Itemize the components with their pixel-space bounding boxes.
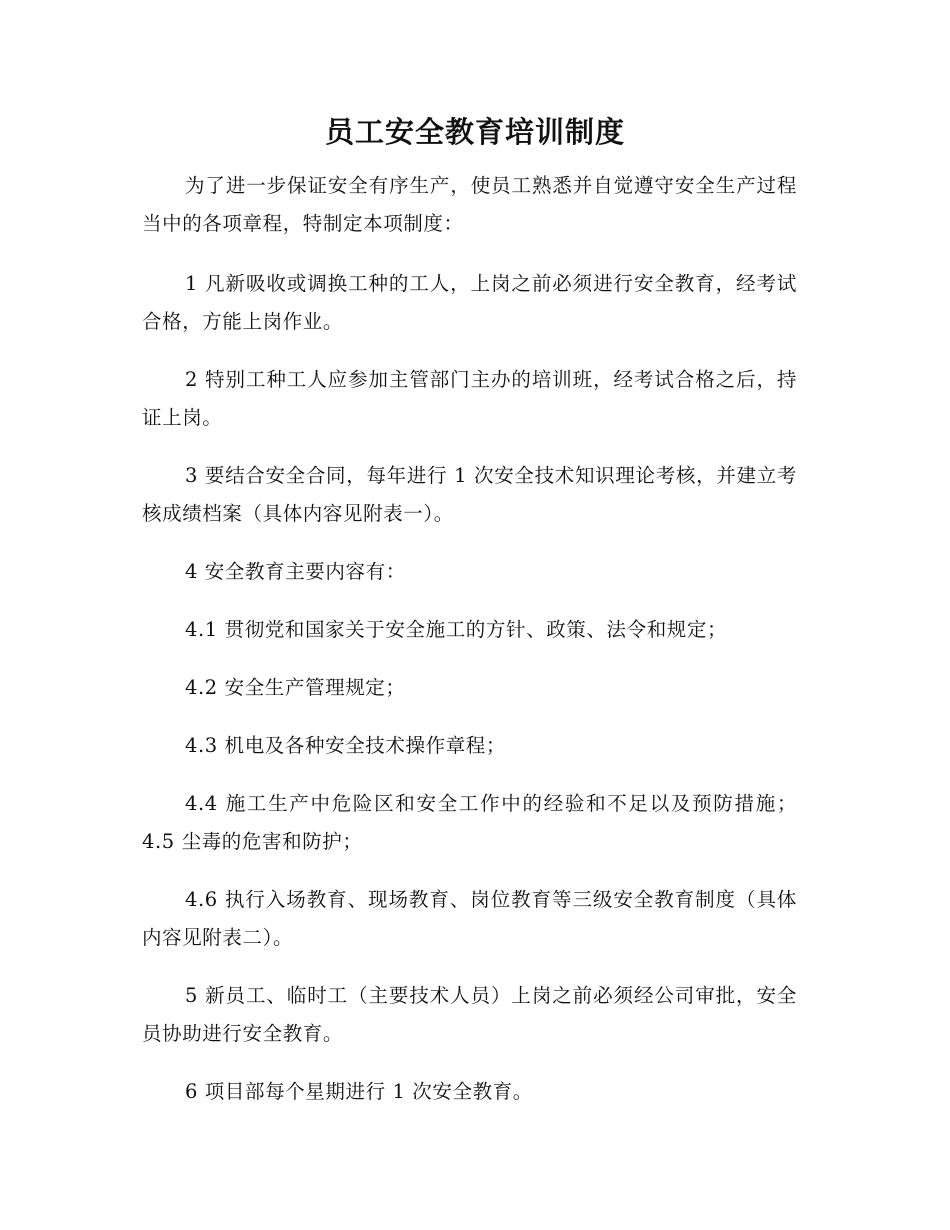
- clause-5: 5 新员工、临时工（主要技术人员）上岗之前必须经公司审批，安全员协助进行安全教育。: [142, 984, 797, 1045]
- clause-2: 2 特别工种工人应参加主管部门主办的培训班，经考试合格之后，持证上岗。: [142, 368, 797, 429]
- clause-4: 4 安全教育主要内容有：: [185, 560, 406, 583]
- clause-6: 6 项目部每个星期进行 1 次安全教育。: [185, 1080, 533, 1103]
- clause-4-1: 4.1 贯彻党和国家关于安全施工的方针、政策、法令和规定；: [185, 618, 728, 641]
- clause-4-4: 4.4 施工生产中危险区和安全工作中的经验和不足以及预防措施；4.5 尘毒的危害和防护；: [142, 792, 797, 853]
- clause-4-6: 4.6 执行入场教育、现场教育、岗位教育等三级安全教育制度（具体内容见附表二）。: [142, 888, 797, 949]
- document-title: 员工安全教育培训制度: [324, 115, 625, 149]
- intro-paragraph: 为了进一步保证安全有序生产，使员工熟悉并自觉遵守安全生产过程当中的各项章程，特制定本项制度：: [142, 174, 797, 235]
- clause-3: 3 要结合安全合同，每年进行 1 次安全技术知识理论考核，并建立考核成绩档案（具体内容见附表一）。: [142, 464, 797, 525]
- document-body: [142, 167, 797, 1131]
- clause-1: 1 凡新吸收或调换工种的工人，上岗之前必须进行安全教育，经考试合格，方能上岗作业。: [142, 272, 797, 333]
- clause-4-3: 4.3 机电及各种安全技术操作章程；: [185, 734, 507, 757]
- clause-4-2: 4.2 安全生产管理规定；: [185, 676, 406, 699]
